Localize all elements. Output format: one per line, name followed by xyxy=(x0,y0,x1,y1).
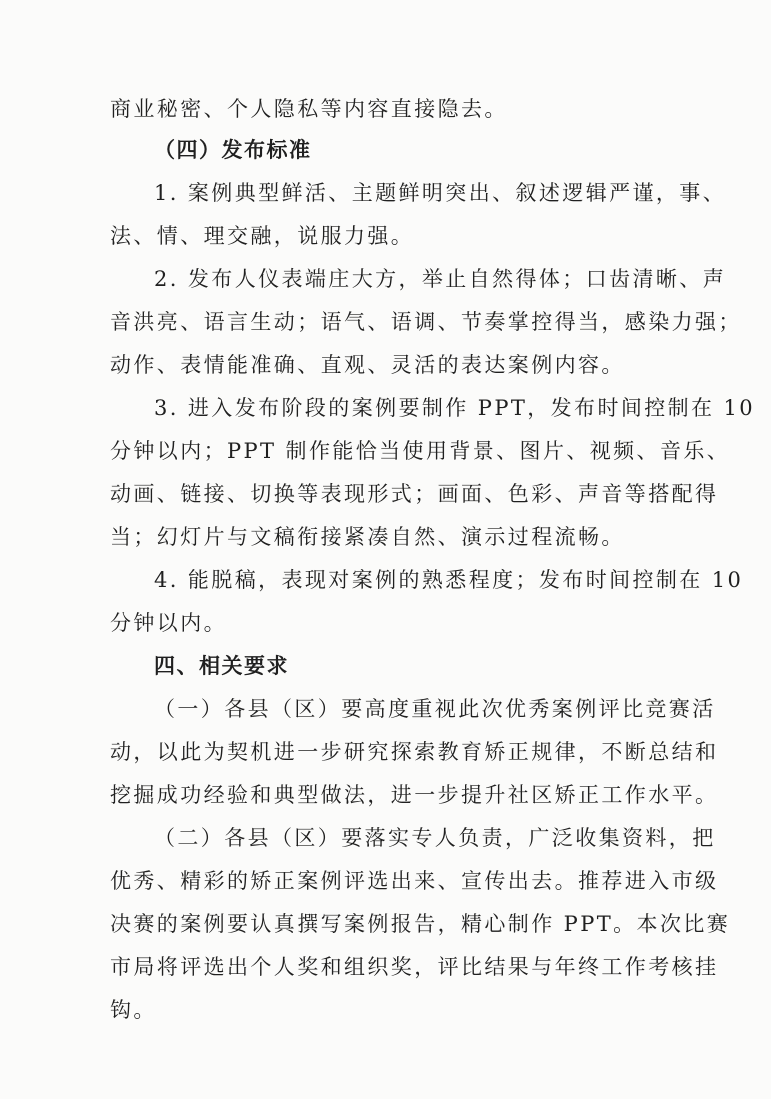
paragraph-line: 动，以此为契机进一步研究探索教育矫正规律，不断总结和 xyxy=(110,740,719,764)
paragraph-line: 动画、链接、切换等表现形式；画面、色彩、声音等搭配得 xyxy=(110,482,719,506)
paragraph-line: 分钟以内。 xyxy=(110,611,227,635)
paragraph-line: 法、情、理交融，说服力强。 xyxy=(110,224,415,248)
paragraph-line: 3. 进入发布阶段的案例要制作 PPT，发布时间控制在 10 xyxy=(154,396,756,420)
paragraph-line: 分钟以内；PPT 制作能恰当使用背景、图片、视频、音乐、 xyxy=(110,439,731,463)
section-heading-requirements: 四、相关要求 xyxy=(154,654,289,678)
paragraph-line: 当；幻灯片与文稿衔接紧凑自然、演示过程流畅。 xyxy=(110,525,625,549)
paragraph-line: 优秀、精彩的矫正案例评选出来、宣传出去。推荐进入市级 xyxy=(110,869,719,893)
paragraph-line: （二）各县（区）要落实专人负责，广泛收集资料，把 xyxy=(154,826,716,850)
section-heading-publish-standards: （四）发布标准 xyxy=(154,138,312,162)
paragraph-line: 挖掘成功经验和典型做法，进一步提升社区矫正工作水平。 xyxy=(110,783,719,807)
paragraph-line: 动作、表情能准确、直观、灵活的表达案例内容。 xyxy=(110,353,625,377)
paragraph-line: 音洪亮、语言生动；语气、语调、节奏掌控得当，感染力强； xyxy=(110,310,742,334)
paragraph-line: （一）各县（区）要高度重视此次优秀案例评比竞赛活 xyxy=(154,697,716,721)
paragraph-line: 市局将评选出个人奖和组织奖，评比结果与年终工作考核挂 xyxy=(110,955,719,979)
paragraph-line: 商业秘密、个人隐私等内容直接隐去。 xyxy=(110,97,508,121)
paragraph-line: 1. 案例典型鲜活、主题鲜明突出、叙述逻辑严谨，事、 xyxy=(154,181,727,205)
paragraph-line: 钩。 xyxy=(110,998,157,1022)
paragraph-line: 4. 能脱稿，表现对案例的熟悉程度；发布时间控制在 10 xyxy=(154,568,744,592)
paragraph-line: 决赛的案例要认真撰写案例报告，精心制作 PPT。本次比赛 xyxy=(110,912,731,936)
paragraph-line: 2. 发布人仪表端庄大方，举止自然得体；口齿清晰、声 xyxy=(154,267,727,291)
